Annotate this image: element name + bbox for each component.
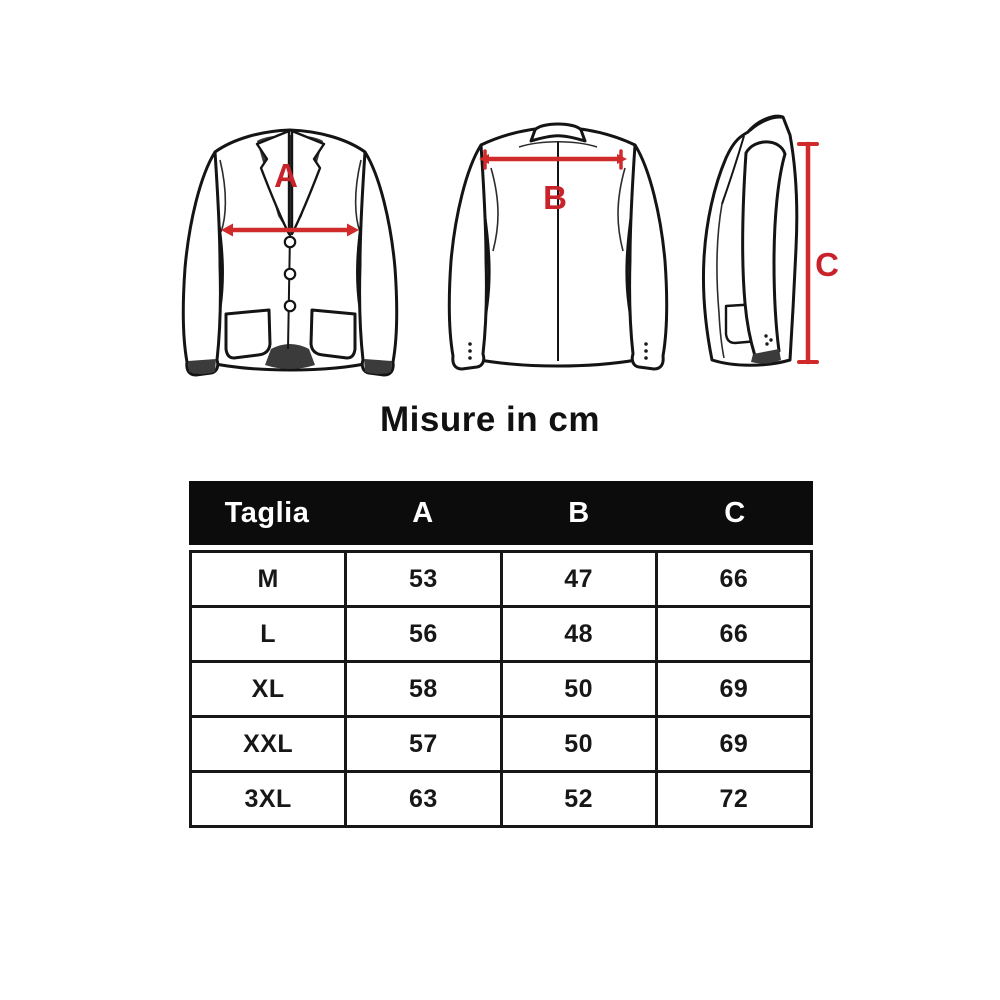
back-cuff-buttons-right bbox=[644, 342, 648, 360]
table-cell: 66 bbox=[656, 552, 811, 607]
table-cell: 69 bbox=[656, 662, 811, 717]
table-cell: 3XL bbox=[191, 772, 346, 827]
page-title: Misure in cm bbox=[380, 400, 600, 439]
column-header-c: C bbox=[724, 496, 746, 529]
table-row-xl bbox=[191, 662, 812, 717]
table-cell: M bbox=[191, 552, 346, 607]
back-cuff-buttons-left bbox=[468, 342, 472, 360]
table-cell: 66 bbox=[656, 607, 811, 662]
table-cell: 47 bbox=[501, 552, 656, 607]
front-sleeve-left bbox=[183, 152, 220, 375]
back-sleeve-left bbox=[449, 145, 486, 369]
table-cell: XL bbox=[191, 662, 346, 717]
table-cell: L bbox=[191, 607, 346, 662]
table-cell: 56 bbox=[346, 607, 501, 662]
front-cuff-left bbox=[188, 359, 216, 374]
table-row-m bbox=[191, 552, 812, 607]
back-view-illustration bbox=[441, 113, 679, 377]
table-row-l bbox=[191, 607, 812, 662]
table-cell: 63 bbox=[346, 772, 501, 827]
front-cuff-right bbox=[364, 359, 392, 374]
front-view-illustration bbox=[173, 118, 408, 380]
table-row-3xl bbox=[191, 772, 812, 827]
table-cell: 69 bbox=[656, 717, 811, 772]
front-pocket-left bbox=[226, 310, 270, 358]
table-cell: 58 bbox=[346, 662, 501, 717]
table-cell: 50 bbox=[501, 717, 656, 772]
front-sleeve-right bbox=[360, 152, 397, 375]
column-header-b: B bbox=[568, 496, 590, 529]
side-view-illustration bbox=[686, 108, 848, 376]
table-cell: 52 bbox=[501, 772, 656, 827]
table-header-row bbox=[189, 481, 813, 545]
table-cell: 57 bbox=[346, 717, 501, 772]
size-table bbox=[189, 481, 813, 828]
measure-label-b: B bbox=[543, 179, 567, 216]
table-cell: 48 bbox=[501, 607, 656, 662]
table-cell: 53 bbox=[346, 552, 501, 607]
table-cell: XXL bbox=[191, 717, 346, 772]
back-sleeve-right bbox=[630, 145, 667, 369]
table-row-xxl bbox=[191, 717, 812, 772]
table-cell: 72 bbox=[656, 772, 811, 827]
table-cell: 50 bbox=[501, 662, 656, 717]
measure-label-c: C bbox=[815, 246, 839, 283]
column-header-taglia: Taglia bbox=[224, 496, 310, 529]
front-pocket-right bbox=[311, 310, 355, 358]
measure-label-a: A bbox=[274, 157, 298, 194]
column-header-a: A bbox=[412, 496, 434, 529]
